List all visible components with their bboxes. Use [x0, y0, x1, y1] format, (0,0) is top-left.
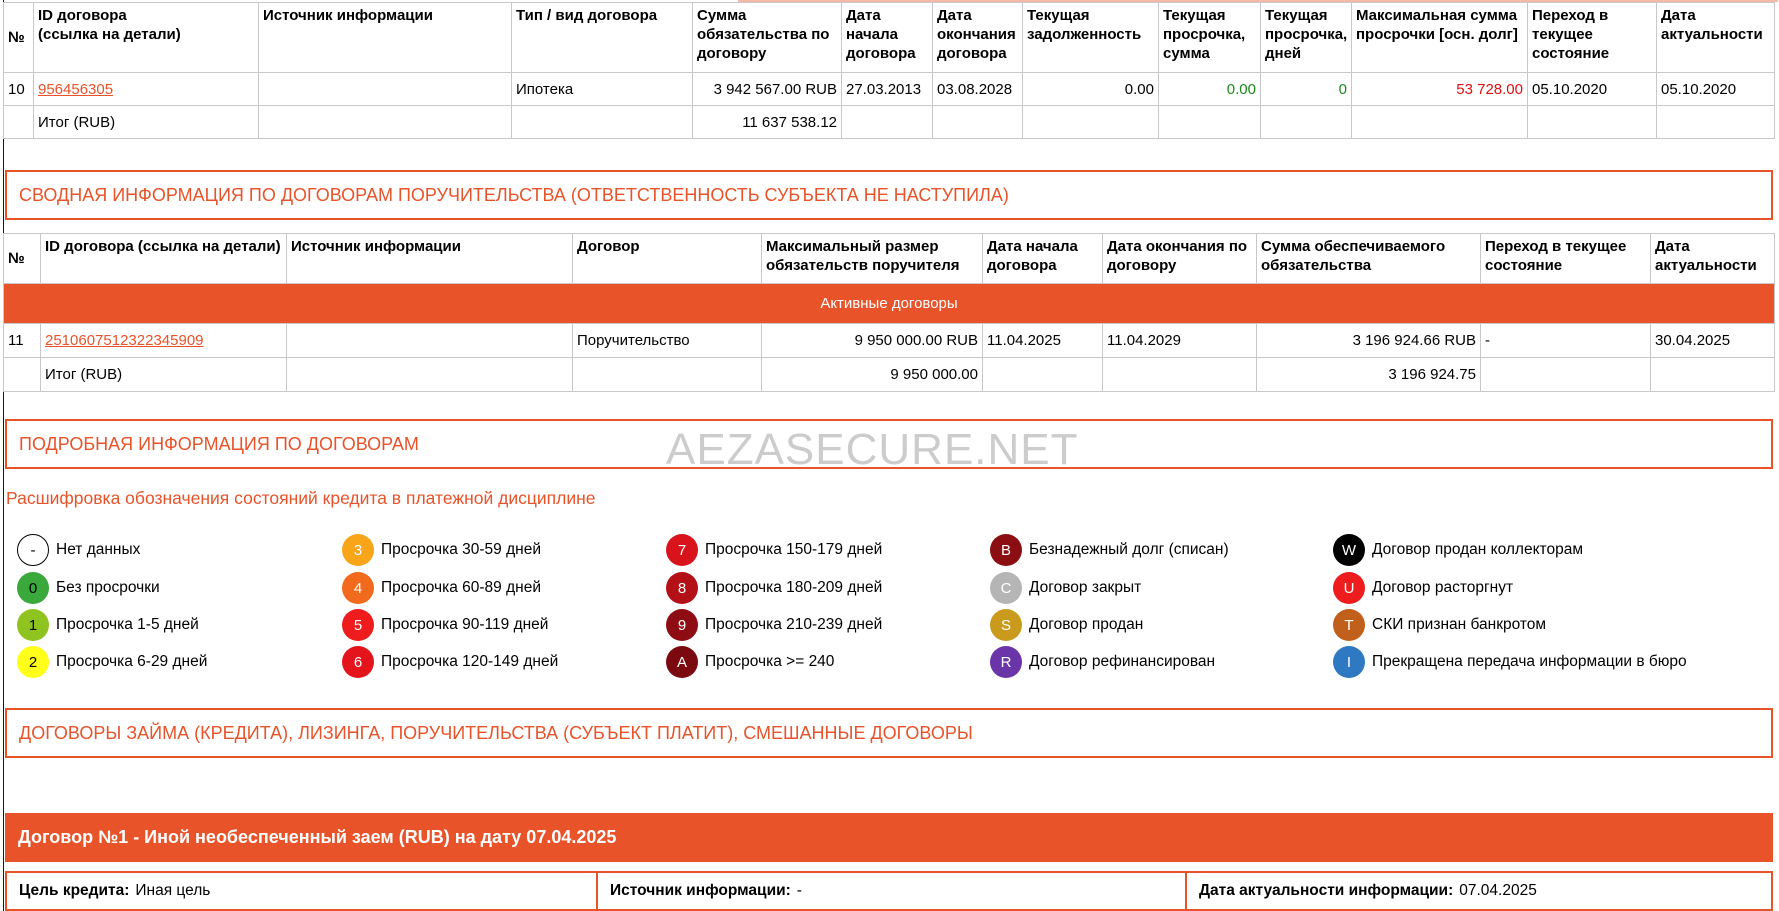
legend-item — [342, 534, 541, 566]
col-header: Переход в текущее состояние — [1481, 234, 1651, 284]
status-badge: 9 — [666, 609, 698, 641]
status-badge: 4 — [342, 572, 374, 604]
legend-label: СКИ признан банкротом — [1372, 616, 1547, 633]
col-header: Источник информации — [287, 234, 573, 284]
legend-label: Договор продан — [1029, 616, 1144, 633]
section-title: ПОДРОБНАЯ ИНФОРМАЦИЯ ПО ДОГОВОРАМ — [19, 433, 419, 454]
legend-item — [1333, 646, 1687, 678]
actual-value: 07.04.2025 — [1459, 882, 1537, 899]
legend-label: Договор продан коллекторам — [1372, 541, 1583, 558]
overdue-days-cell: 0 — [1261, 73, 1352, 106]
amount-cell: 3 942 567.00 RUB — [693, 73, 842, 106]
source-cell — [259, 73, 512, 106]
total-label: Итог (RUB) — [41, 358, 287, 392]
status-badge: R — [990, 646, 1022, 678]
col-header: Договор — [573, 234, 762, 284]
col-header: Дата начала договора — [842, 3, 933, 73]
status-badge: 0 — [17, 572, 49, 604]
col-header: Источник информации — [259, 3, 512, 73]
col-header: ID договора (ссылка на детали) — [41, 234, 287, 284]
col-header: Текущая просрочка, сумма — [1159, 3, 1261, 73]
legend-item — [1333, 534, 1583, 566]
secured-amount-cell: 3 196 924.66 RUB — [1257, 324, 1481, 358]
legend-label: Просрочка 1-5 дней — [56, 616, 199, 633]
end-date-cell: 11.04.2029 — [1103, 324, 1257, 358]
purpose-label: Цель кредита: — [19, 882, 130, 899]
contract-id-link[interactable]: 956456305 — [38, 80, 114, 98]
status-badge: S — [990, 609, 1022, 641]
contract-info-row — [5, 871, 1773, 911]
col-header: Сумма обязательства по договору — [693, 3, 842, 73]
legend-item — [990, 646, 1215, 678]
max-amount-cell: 9 950 000.00 RUB — [762, 324, 983, 358]
total-label: Итог (RUB) — [34, 106, 259, 139]
legend-label: Договор расторгнут — [1372, 579, 1514, 596]
col-header: Дата окончания по договору — [1103, 234, 1257, 284]
total-row — [4, 106, 1775, 139]
row-number: 11 — [4, 324, 41, 358]
col-header: Дата актуальности — [1651, 234, 1775, 284]
status-badge: 7 — [666, 534, 698, 566]
type-cell: Ипотека — [512, 73, 693, 106]
legend-label: Просрочка 210-239 дней — [705, 616, 883, 633]
source-label: Источник информации: — [610, 882, 791, 899]
section-guarantee-header — [5, 170, 1773, 220]
status-badge: - — [17, 534, 49, 566]
col-header: Переход в текущее состояние — [1528, 3, 1657, 73]
guarantee-table — [3, 233, 1775, 392]
status-badge: B — [990, 534, 1022, 566]
status-badge: 2 — [17, 646, 49, 678]
table-row — [4, 324, 1775, 358]
legend-title: Расшифровка обозначения состояний кредита в платежной дисциплине — [6, 488, 596, 508]
section-title: СВОДНАЯ ИНФОРМАЦИЯ ПО ДОГОВОРАМ ПОРУЧИТЕЛЬСТВА (ОТВЕТСТВЕННОСТЬ СУБЪЕКТА НЕ НАСТУПИЛА) — [19, 184, 1009, 205]
legend-item — [17, 609, 199, 641]
col-header: Максимальная сумма просрочки [осн. долг] — [1352, 3, 1528, 73]
status-badge: C — [990, 572, 1022, 604]
legend-item — [990, 534, 1229, 566]
legend-item — [342, 646, 558, 678]
end-date-cell: 03.08.2028 — [933, 73, 1023, 106]
legend-item — [666, 534, 882, 566]
legend-label: Договор закрыт — [1029, 579, 1142, 596]
col-header: № — [4, 234, 41, 284]
legend-label: Нет данных — [56, 541, 141, 558]
total-amount: 11 637 538.12 — [693, 106, 842, 139]
col-header: Текущая просрочка, дней — [1261, 3, 1352, 73]
active-contracts-row — [4, 284, 1775, 324]
col-header: Дата актуальности — [1657, 3, 1775, 73]
col-header: Сумма обеспечиваемого обязательства — [1257, 234, 1481, 284]
table-row — [4, 73, 1775, 106]
actual-date-cell: 05.10.2020 — [1657, 73, 1775, 106]
status-badge: W — [1333, 534, 1365, 566]
legend-label: Просрочка 90-119 дней — [381, 616, 549, 633]
legend-item — [342, 609, 548, 641]
total-row — [4, 358, 1775, 392]
col-header: № — [4, 3, 34, 73]
legend-label: Просрочка >= 240 — [705, 653, 835, 670]
status-badge: T — [1333, 609, 1365, 641]
contract-title: Договор №1 - Иной необеспеченный заем (RUB) на дату 07.04.2025 — [18, 827, 617, 847]
col-header: ID договора (ссылка на детали) — [34, 3, 259, 73]
status-badge: I — [1333, 646, 1365, 678]
legend-item — [1333, 572, 1513, 604]
contract-cell: Поручительство — [573, 324, 762, 358]
watermark: AEZASECURE.NET — [666, 425, 1079, 474]
legend-item — [17, 534, 140, 566]
overdue-sum-cell: 0.00 — [1159, 73, 1261, 106]
legend-item — [666, 609, 882, 641]
status-badge: 3 — [342, 534, 374, 566]
status-badge: U — [1333, 572, 1365, 604]
start-date-cell: 27.03.2013 — [842, 73, 933, 106]
source-value: - — [796, 882, 802, 899]
transition-cell: - — [1481, 324, 1651, 358]
actual-date-cell: 30.04.2025 — [1651, 324, 1775, 358]
contract-id-link[interactable]: 2510607512322345909 — [45, 332, 204, 349]
legend-label: Просрочка 60-89 дней — [381, 579, 541, 596]
contract-header-bar — [5, 813, 1773, 862]
source-cell — [287, 324, 573, 358]
start-date-cell: 11.04.2025 — [983, 324, 1103, 358]
legend-item — [1333, 609, 1546, 641]
legend-label: Просрочка 150-179 дней — [705, 541, 883, 558]
legend-label: Просрочка 6-29 дней — [56, 653, 208, 670]
transition-cell: 05.10.2020 — [1528, 73, 1657, 106]
total-secured-amount: 3 196 924.75 — [1257, 358, 1481, 392]
legend-item — [666, 646, 834, 678]
legend-item — [17, 646, 207, 678]
section-loans-header — [5, 708, 1773, 758]
legend-item — [990, 609, 1143, 641]
col-header: Дата окончания договора — [933, 3, 1023, 73]
total-max-amount: 9 950 000.00 — [762, 358, 983, 392]
status-badge: 6 — [342, 646, 374, 678]
legend-label: Безнадежный долг (списан) — [1029, 541, 1229, 558]
purpose-value: Иная цель — [135, 882, 211, 899]
legend-label: Без просрочки — [56, 579, 160, 596]
legend-label: Просрочка 120-149 дней — [381, 653, 559, 670]
legend-label: Просрочка 30-59 дней — [381, 541, 541, 558]
debt-cell: 0.00 — [1023, 73, 1159, 106]
section-title: ДОГОВОРЫ ЗАЙМА (КРЕДИТА), ЛИЗИНГА, ПОРУЧИТЕЛЬСТВА (СУБЪЕКТ ПЛАТИТ), СМЕШАННЫЕ ДОГОВОРЫ — [19, 722, 973, 743]
legend-item — [666, 572, 882, 604]
status-badge: A — [666, 646, 698, 678]
legend-label: Договор рефинансирован — [1029, 653, 1216, 670]
col-header: Дата начала договора — [983, 234, 1103, 284]
credit-summary-table — [3, 2, 1775, 139]
legend-item — [17, 572, 160, 604]
actual-label: Дата актуальности информации: — [1199, 882, 1454, 899]
actual-date-cell — [1187, 873, 1771, 909]
legend-label: Просрочка 180-209 дней — [705, 579, 883, 596]
legend-item — [990, 572, 1141, 604]
active-contracts-label: Активные договоры — [4, 284, 1775, 324]
purpose-cell — [7, 873, 598, 909]
status-badge: 5 — [342, 609, 374, 641]
col-header: Тип / вид договора — [512, 3, 693, 73]
row-number: 10 — [4, 73, 34, 106]
legend-item — [342, 572, 541, 604]
max-overdue-cell: 53 728.00 — [1352, 73, 1528, 106]
legend-label: Прекращена передача информации в бюро — [1372, 653, 1687, 670]
status-badge: 1 — [17, 609, 49, 641]
col-header: Текущая задолженность — [1023, 3, 1159, 73]
status-badge: 8 — [666, 572, 698, 604]
source-cell — [598, 873, 1187, 909]
col-header: Максимальный размер обязательств поручителя — [762, 234, 983, 284]
